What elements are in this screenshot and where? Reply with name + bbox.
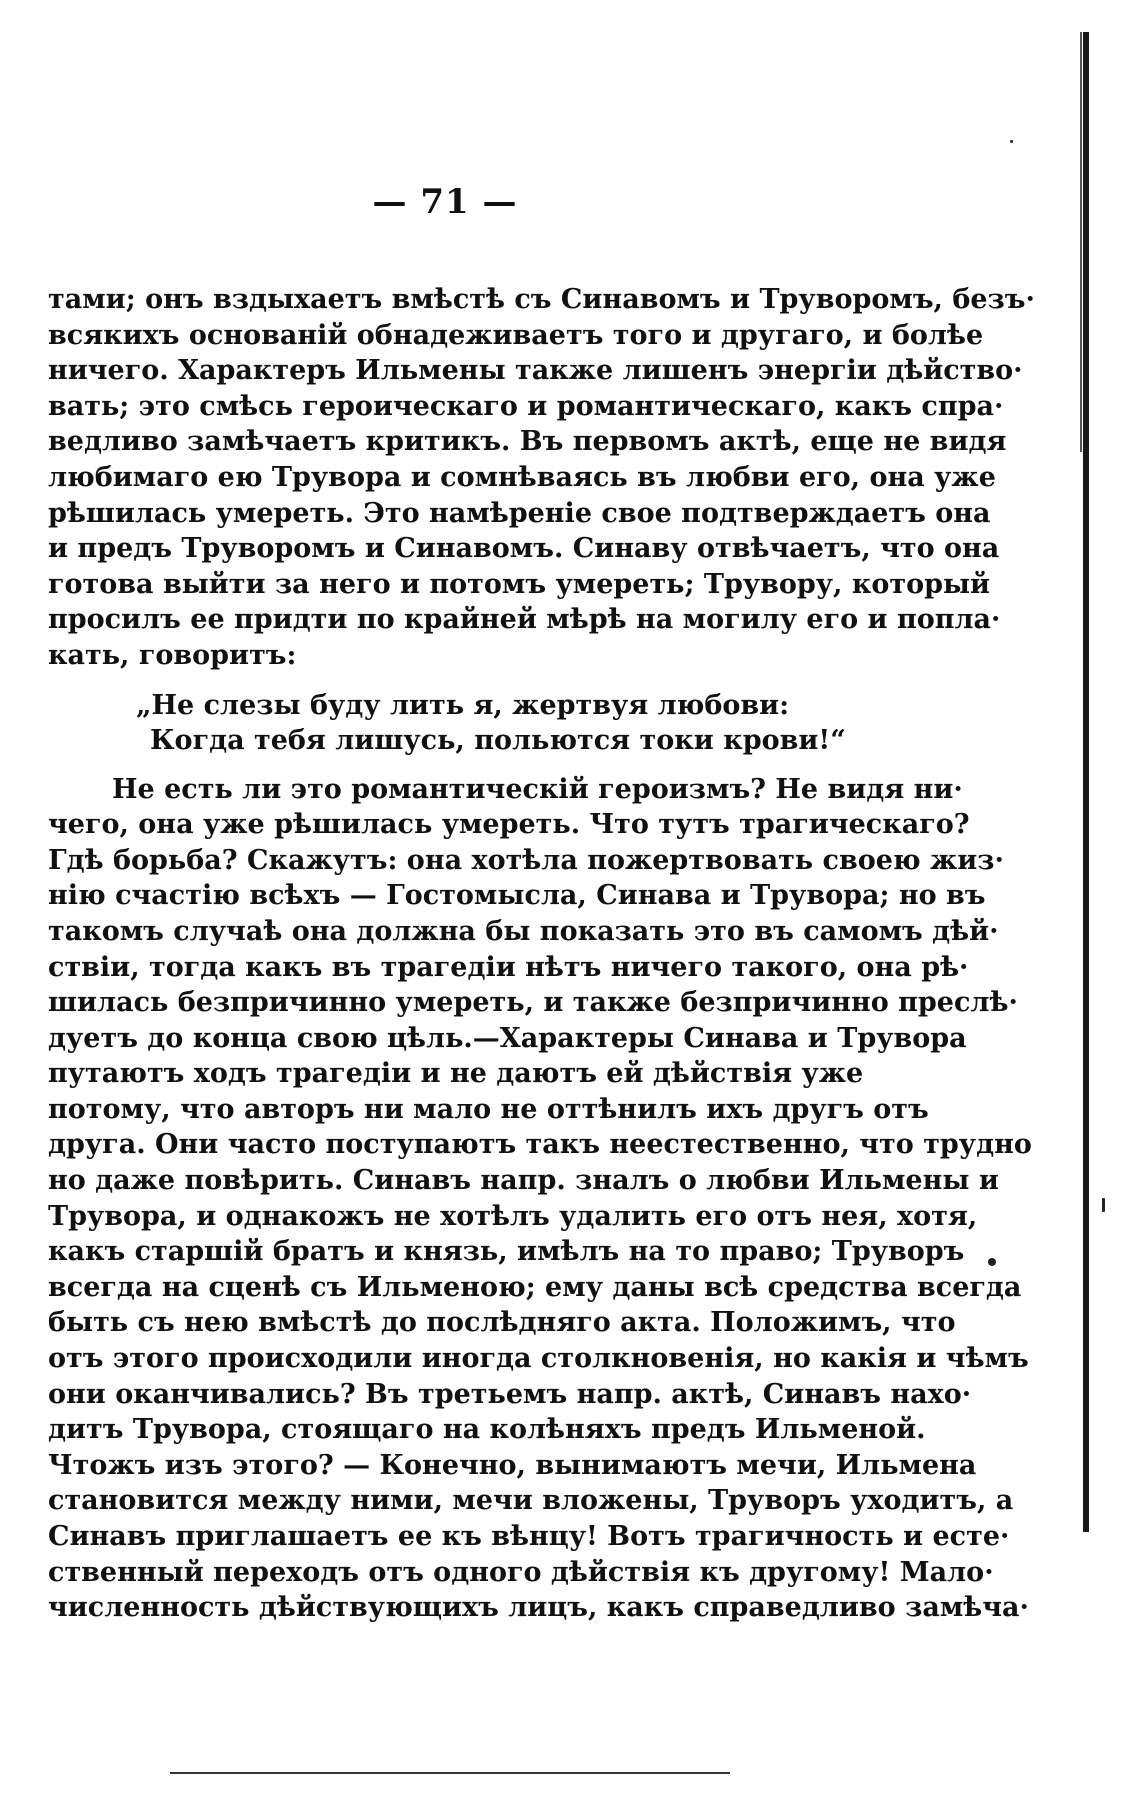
text-line: дуетъ до конца свою цѣль.—Характеры Синава и Трувора [48,1022,967,1054]
text-line: чего, она уже рѣшилась умереть. Что тутъ трагическаго? [48,809,970,841]
text-line: дитъ Трувора, стоящаго на колѣняхъ предъ Ильменой. [48,1414,926,1446]
text-line: нію счастію всѣхъ — Гостомысла, Синава и Трувора; но въ [48,880,986,912]
text-line: ничего. Характеръ Ильмены также лишенъ энергіи дѣйство· [48,355,1023,387]
scan-speck [988,1258,996,1266]
text-line: Синавъ приглашаетъ ее къ вѣнцу! Вотъ трагичность и есте· [48,1521,1010,1552]
text-line: они оканчивались? Въ третьемъ напр. актѣ, Синавъ нахо· [48,1378,972,1410]
body-text [48,282,1035,1626]
text-line: численность дѣйствующихъ лицъ, какъ справедливо замѣча· [48,1592,1029,1624]
verse-line: Когда тебя лишусь, польются токи крови!“ [150,724,846,756]
text-line: и предъ Труворомъ и Синавомъ. Синаву отвѣчаетъ, что она [48,533,1000,565]
bottom-rule [170,1772,730,1774]
text-line: всегда на сценѣ съ Ильменою; ему даны всѣ средства всегда [48,1271,1022,1303]
text-line: всякихъ основаній обнадеживаетъ того и другаго, и болѣе [48,319,984,351]
text-line: готова выйти за него и потомъ умереть; Трувору, который [48,568,991,600]
text-line: просилъ ее придти по крайней мѣрѣ на могилу его и попла· [48,604,1001,636]
text-line: любимаго ею Трувора и сомнѣваясь въ любви его, она уже [48,461,996,493]
text-line: кать, говоритъ: [48,639,297,671]
text-line: Гдѣ борьба? Скажутъ: она хотѣла пожертвовать своею жиз· [48,844,1004,876]
text-line: ствіи, тогда какъ въ трагедіи нѣтъ ничего такого, она рѣ· [48,951,969,983]
text-line: отъ этого происходили иногда столкновенія, но какія и чѣмъ [48,1343,1029,1375]
page-number: — 71 — [372,182,518,222]
text-line: Не есть ли это романтическій героизмъ? Не видя ни· [112,773,963,805]
text-line: тами; онъ вздыхаетъ вмѣстѣ съ Синавомъ и Труворомъ, безъ· [48,284,1035,315]
text-line: ведливо замѣчаетъ критикъ. Въ первомъ актѣ, еще не видя [48,426,1007,458]
verse-quote [48,688,856,758]
text-line: такомъ случаѣ она должна бы показать это въ самомъ дѣй· [48,915,999,947]
text-line: ственный переходъ отъ одного дѣйствія къ другому! Мало· [48,1556,994,1588]
text-line: становится между ними, мечи вложены, Труворъ уходитъ, а [48,1485,1014,1517]
text-line: рѣшилась умереть. Это намѣреніе свое подтверждаетъ она [48,497,991,529]
margin-binding-line [1083,32,1089,1532]
margin-binding-shadow [1080,32,1082,452]
verse-line: „Не слезы буду лить я, жертвуя любови: [136,689,790,721]
text-line: какъ старшій братъ и князь, имѣлъ на то право; Труворъ [48,1236,965,1268]
text-line: шилась безпричинно умереть, и также безпричинно преслѣ· [48,987,1018,1019]
text-line: Трувора, и однакожъ не хотѣлъ удалить его отъ нея, хотя, [48,1200,978,1232]
scan-speck [1102,1198,1105,1212]
text-line: потому, что авторъ ни мало не оттѣнилъ ихъ другъ отъ [48,1093,929,1125]
text-line: быть съ нею вмѣстѣ до послѣдняго акта. Положимъ, что [48,1307,956,1339]
text-line: вать; это смѣсь героическаго и романтическаго, какъ спра· [48,390,1004,422]
text-line: друга. Они часто поступаютъ такъ неестественно, что трудно [48,1129,1032,1161]
scan-speck [1010,140,1013,143]
text-line: но даже повѣрить. Синавъ напр. зналъ о любви Ильмены и [48,1165,999,1197]
text-line: Чтожъ изъ этого? — Конечно, вынимаютъ мечи, Ильмена [48,1449,977,1481]
text-line: путаютъ ходъ трагедіи и не даютъ ей дѣйствія уже [48,1058,864,1090]
